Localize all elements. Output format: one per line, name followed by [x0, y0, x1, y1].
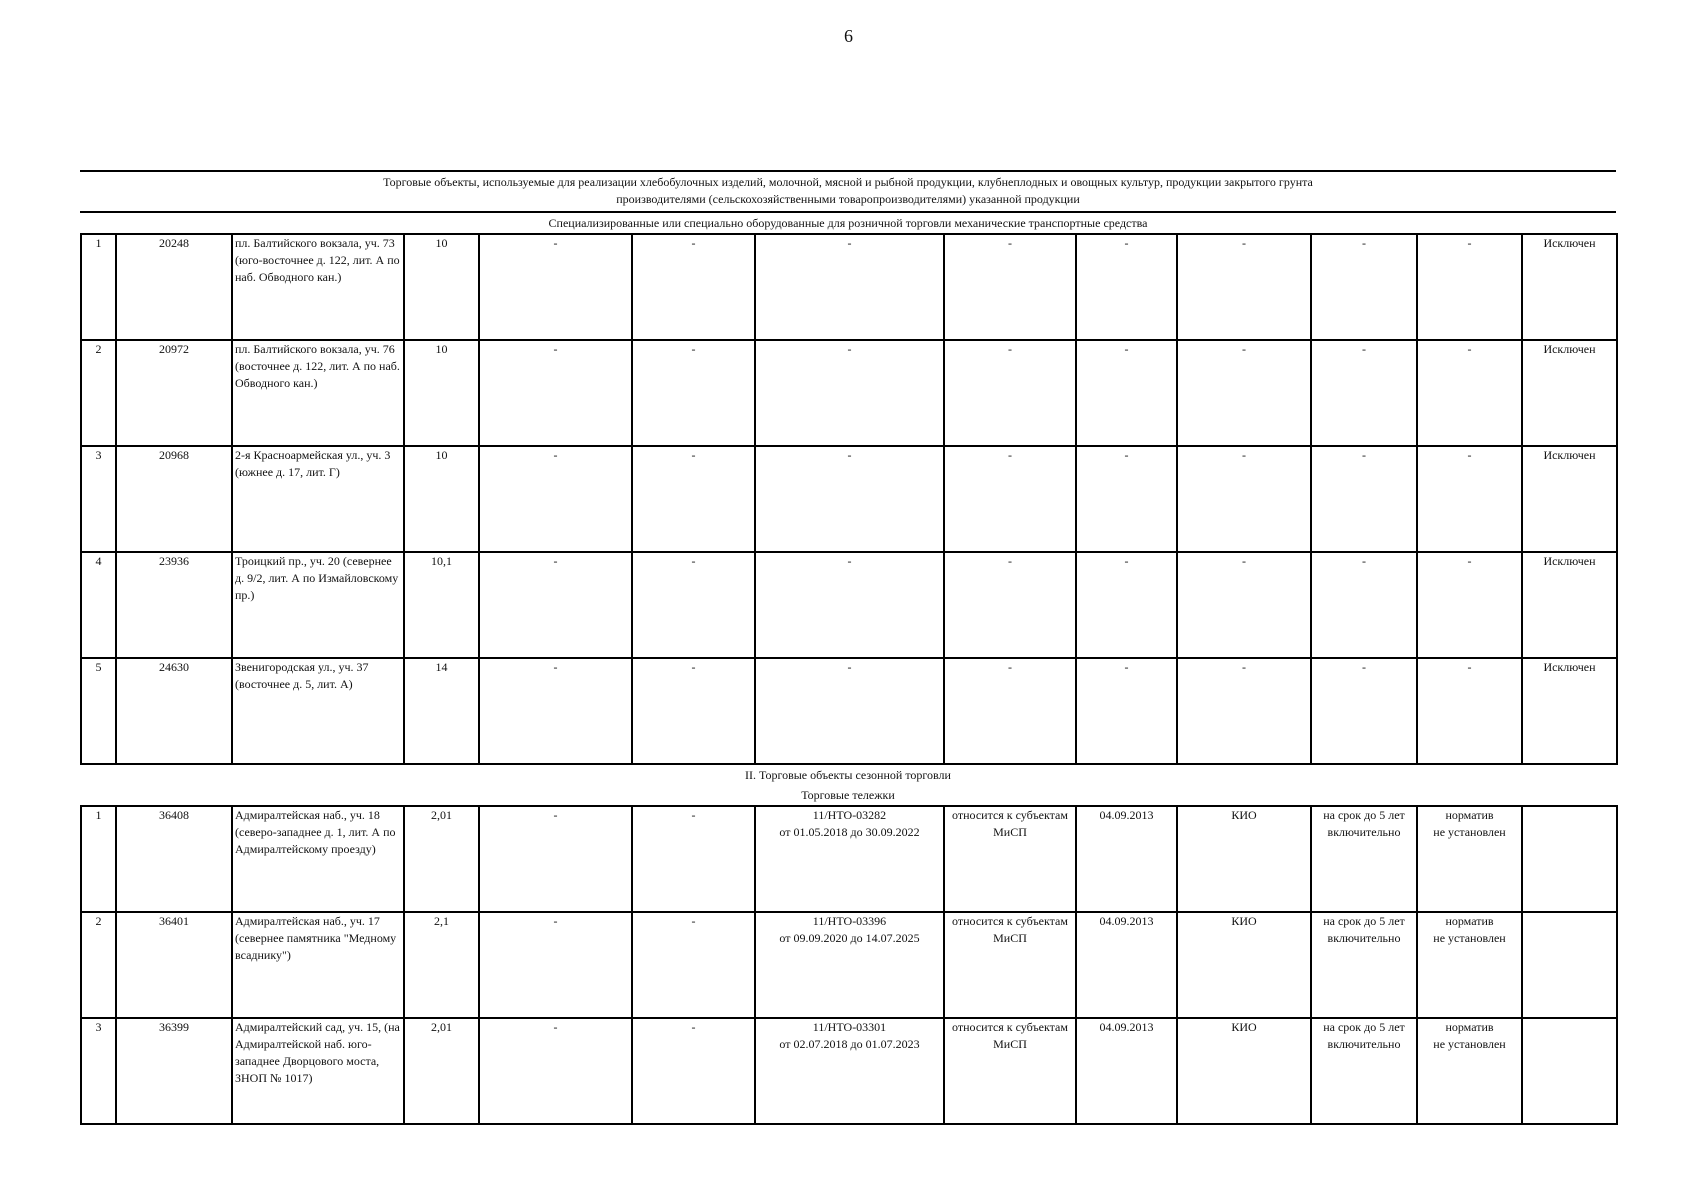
- contract-number: 11/НТО-03301: [812, 1020, 887, 1034]
- cell-id: 36399: [116, 1018, 232, 1124]
- cell-contract: [755, 806, 944, 912]
- section-1-subtitle: Специализированные или специально оборудованные для розничной торговли механические транспортные средства: [548, 216, 1148, 230]
- cell-col11: -: [1311, 234, 1417, 340]
- term-line2: включительно: [1327, 825, 1401, 839]
- cell-contract: [755, 1018, 944, 1124]
- cell-status: Исключен: [1522, 340, 1617, 446]
- term-line1: на срок до 5 лет: [1323, 914, 1405, 928]
- cell-address: Адмиралтейская наб., уч. 18 (северо-западнее д. 1, лит. А по Адмиралтейскому проезду): [232, 806, 404, 912]
- cell-id: 24630: [116, 658, 232, 764]
- contract-period: от 02.07.2018 до 01.07.2023: [779, 1037, 920, 1051]
- cell-col6: -: [632, 806, 755, 912]
- cell-address: пл. Балтийского вокзала, уч. 76 (восточнее д. 122, лит. А по наб. Обводного кан.): [232, 340, 404, 446]
- cell-col5: -: [479, 806, 632, 912]
- page-number: 6: [844, 26, 853, 46]
- norm-line2: не установлен: [1433, 1037, 1506, 1051]
- cell-id: 20968: [116, 446, 232, 552]
- table-row: [81, 658, 1617, 764]
- term-line1: на срок до 5 лет: [1323, 808, 1405, 822]
- cell-status: [1522, 1018, 1617, 1124]
- cell-col6: -: [632, 912, 755, 1018]
- contract-period: от 01.05.2018 до 30.09.2022: [779, 825, 920, 839]
- cell-authority: КИО: [1177, 912, 1311, 1018]
- cell-date: 04.09.2013: [1076, 912, 1177, 1018]
- cell-term: [1311, 806, 1417, 912]
- cell-number: 1: [81, 806, 116, 912]
- cell-col7: -: [755, 340, 944, 446]
- cell-number: 2: [81, 340, 116, 446]
- norm-line2: не установлен: [1433, 825, 1506, 839]
- cell-col8: -: [944, 658, 1076, 764]
- term-line2: включительно: [1327, 1037, 1401, 1051]
- cell-address: Адмиралтейский сад, уч. 15, (на Адмиралтейской наб. юго-западнее Дворцового моста, ЗНОП № 1017): [232, 1018, 404, 1124]
- table-row: [81, 912, 1617, 1018]
- table-row: [81, 806, 1617, 912]
- section-1-title-line2: производителями (сельскохозяйственными товаропроизводителями) указанной продукции: [616, 192, 1080, 206]
- cell-id: 36401: [116, 912, 232, 1018]
- cell-col5: -: [479, 658, 632, 764]
- cell-id: 36408: [116, 806, 232, 912]
- cell-col6: -: [632, 658, 755, 764]
- cell-id: 20248: [116, 234, 232, 340]
- cell-col5: -: [479, 1018, 632, 1124]
- cell-number: 4: [81, 552, 116, 658]
- cell-authority: КИО: [1177, 1018, 1311, 1124]
- table-section-1: [80, 233, 1618, 765]
- cell-address: Звенигородская ул., уч. 37 (восточнее д. 5, лит. А): [232, 658, 404, 764]
- table-row: [81, 552, 1617, 658]
- cell-term: [1311, 1018, 1417, 1124]
- cell-number: 3: [81, 1018, 116, 1124]
- cell-col6: -: [632, 234, 755, 340]
- cell-term: [1311, 912, 1417, 1018]
- cell-col7: -: [755, 658, 944, 764]
- cell-col6: -: [632, 1018, 755, 1124]
- cell-col10: -: [1177, 340, 1311, 446]
- cell-norm: [1417, 912, 1522, 1018]
- cell-area: 2,01: [404, 806, 479, 912]
- cell-status: [1522, 912, 1617, 1018]
- cell-col8: -: [944, 340, 1076, 446]
- cell-col12: -: [1417, 446, 1522, 552]
- cell-area: 10: [404, 234, 479, 340]
- norm-line1: норматив: [1445, 808, 1494, 822]
- cell-address: пл. Балтийского вокзала, уч. 73 (юго-восточнее д. 122, лит. А по наб. Обводного кан.): [232, 234, 404, 340]
- cell-date: 04.09.2013: [1076, 1018, 1177, 1124]
- cell-col9: -: [1076, 234, 1177, 340]
- cell-col9: -: [1076, 658, 1177, 764]
- document-body: [80, 170, 1616, 1125]
- cell-id: 20972: [116, 340, 232, 446]
- cell-address: Адмиралтейская наб., уч. 17 (севернее памятника "Медному всаднику"): [232, 912, 404, 1018]
- cell-status: Исключен: [1522, 658, 1617, 764]
- cell-address: Троицкий пр., уч. 20 (севернее д. 9/2, лит. А по Измайловскому пр.): [232, 552, 404, 658]
- cell-date: 04.09.2013: [1076, 806, 1177, 912]
- cell-number: 2: [81, 912, 116, 1018]
- cell-area: 10: [404, 446, 479, 552]
- cell-col12: -: [1417, 552, 1522, 658]
- table-section-2: [80, 805, 1618, 1125]
- norm-line1: норматив: [1445, 1020, 1494, 1034]
- sme-line1: относится к субъектам: [952, 808, 1068, 822]
- cell-col10: -: [1177, 234, 1311, 340]
- contract-number: 11/НТО-03282: [812, 808, 887, 822]
- cell-col7: -: [755, 234, 944, 340]
- cell-norm: [1417, 1018, 1522, 1124]
- cell-col9: -: [1076, 446, 1177, 552]
- cell-status: Исключен: [1522, 446, 1617, 552]
- cell-col12: -: [1417, 340, 1522, 446]
- cell-area: 2,01: [404, 1018, 479, 1124]
- cell-norm: [1417, 806, 1522, 912]
- cell-col8: -: [944, 552, 1076, 658]
- section-2-subtitle: Торговые тележки: [801, 788, 895, 802]
- table-row: [81, 1018, 1617, 1124]
- cell-number: 3: [81, 446, 116, 552]
- cell-col9: -: [1076, 340, 1177, 446]
- cell-contract: [755, 912, 944, 1018]
- cell-status: [1522, 806, 1617, 912]
- section-2-title: II. Торговые объекты сезонной торговли: [745, 768, 951, 782]
- cell-col6: -: [632, 446, 755, 552]
- contract-number: 11/НТО-03396: [812, 914, 887, 928]
- table-row: [81, 340, 1617, 446]
- cell-col11: -: [1311, 340, 1417, 446]
- section-1-heading: [80, 170, 1616, 213]
- cell-address: 2-я Красноармейская ул., уч. 3 (южнее д. 17, лит. Г): [232, 446, 404, 552]
- cell-col10: -: [1177, 658, 1311, 764]
- cell-col8: -: [944, 446, 1076, 552]
- cell-col10: -: [1177, 552, 1311, 658]
- cell-col9: -: [1076, 552, 1177, 658]
- cell-id: 23936: [116, 552, 232, 658]
- cell-area: 2,1: [404, 912, 479, 1018]
- cell-area: 14: [404, 658, 479, 764]
- sme-line2: МиСП: [993, 1037, 1027, 1051]
- cell-col7: -: [755, 552, 944, 658]
- cell-col11: -: [1311, 658, 1417, 764]
- sme-line1: относится к субъектам: [952, 914, 1068, 928]
- cell-sme: [944, 912, 1076, 1018]
- contract-period: от 09.09.2020 до 14.07.2025: [779, 931, 920, 945]
- table-row: [81, 234, 1617, 340]
- cell-area: 10: [404, 340, 479, 446]
- table-row: [81, 446, 1617, 552]
- norm-line1: норматив: [1445, 914, 1494, 928]
- cell-authority: КИО: [1177, 806, 1311, 912]
- cell-col5: -: [479, 446, 632, 552]
- cell-col6: -: [632, 340, 755, 446]
- cell-col12: -: [1417, 658, 1522, 764]
- cell-status: Исключен: [1522, 552, 1617, 658]
- norm-line2: не установлен: [1433, 931, 1506, 945]
- section-1-title-line1: Торговые объекты, используемые для реализации хлебобулочных изделий, молочной, мясной и рыбной продукции, клубнеплодных и овощных культур, продукции закрытого грунта: [383, 175, 1313, 189]
- sme-line2: МиСП: [993, 825, 1027, 839]
- cell-number: 1: [81, 234, 116, 340]
- cell-col6: -: [632, 552, 755, 658]
- cell-col8: -: [944, 234, 1076, 340]
- sme-line2: МиСП: [993, 931, 1027, 945]
- cell-col5: -: [479, 234, 632, 340]
- cell-col10: -: [1177, 446, 1311, 552]
- cell-col5: -: [479, 552, 632, 658]
- cell-status: Исключен: [1522, 234, 1617, 340]
- cell-col5: -: [479, 340, 632, 446]
- cell-col11: -: [1311, 552, 1417, 658]
- cell-number: 5: [81, 658, 116, 764]
- cell-col7: -: [755, 446, 944, 552]
- term-line2: включительно: [1327, 931, 1401, 945]
- sme-line1: относится к субъектам: [952, 1020, 1068, 1034]
- cell-sme: [944, 1018, 1076, 1124]
- cell-sme: [944, 806, 1076, 912]
- term-line1: на срок до 5 лет: [1323, 1020, 1405, 1034]
- cell-area: 10,1: [404, 552, 479, 658]
- cell-col11: -: [1311, 446, 1417, 552]
- cell-col12: -: [1417, 234, 1522, 340]
- cell-col5: -: [479, 912, 632, 1018]
